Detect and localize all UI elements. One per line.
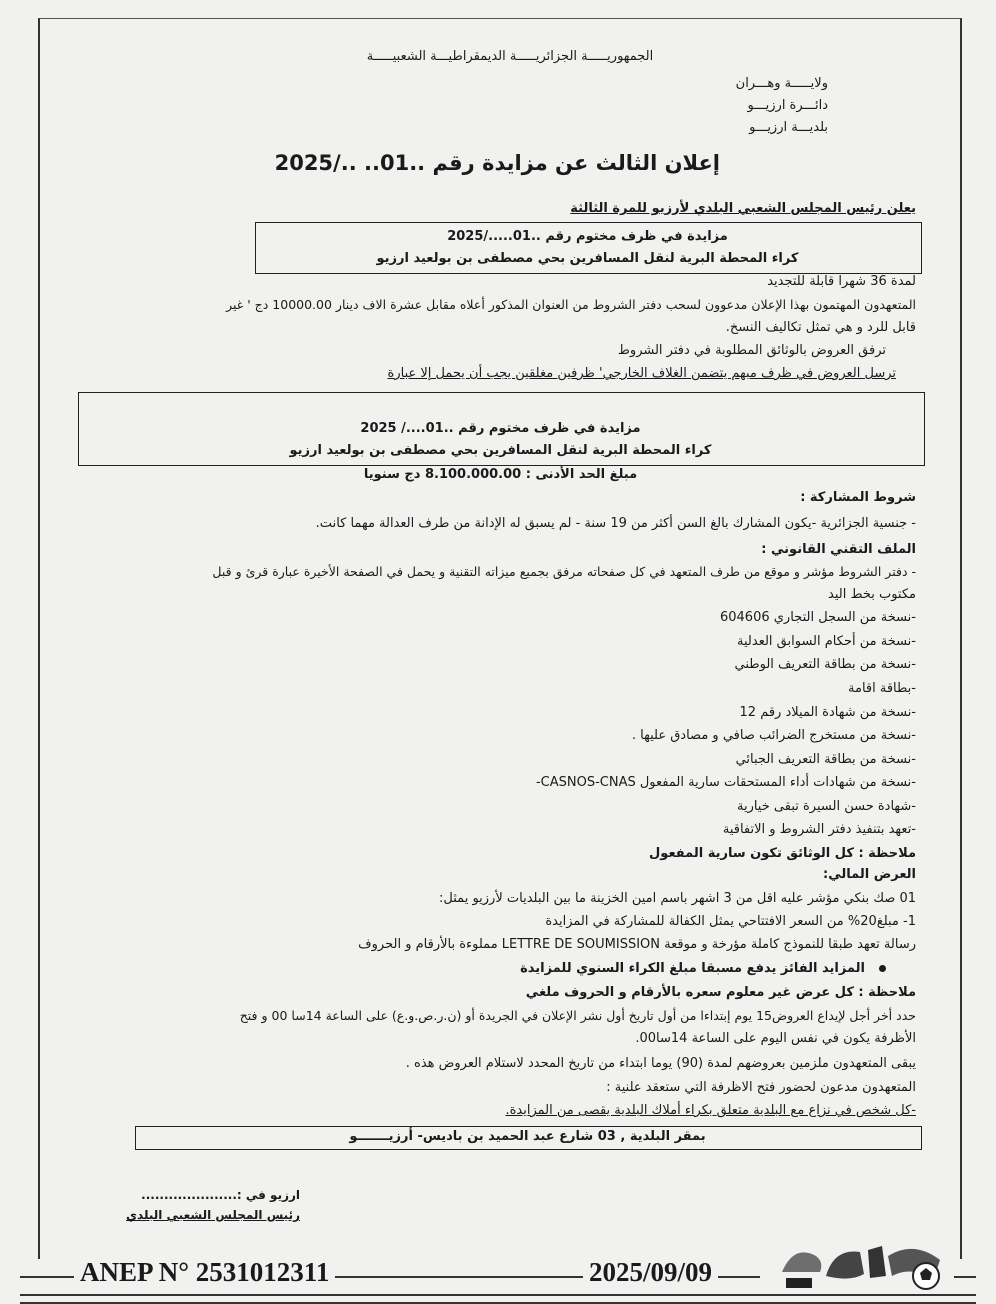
doc-item: -نسخة من السجل التجاري 604606 xyxy=(719,610,916,625)
box2-line2: كراء المحطة البرية لنقل المسافرين بحي مصطفى بن بولعيد ارزيو xyxy=(289,443,712,458)
doc-item: -نسخة من أحكام السوابق العدلية xyxy=(737,634,916,649)
doc-item: -نسخة من شهادة الميلاد رقم 12 xyxy=(739,705,916,720)
doc-item: -نسخة من مستخرج الضرائب صافي و مصادق عليها . xyxy=(631,728,916,743)
doc-item: -نسخة من بطاقة التعريف الوطني xyxy=(734,657,916,672)
financial-line2: 1- مبلغ20% من السعر الافتتاحي يمثل الكفالة للمشاركة في المزايدة xyxy=(545,914,916,929)
technical-heading: الملف التقني القانوني : xyxy=(761,542,916,557)
publication-date: 2025/09/09 xyxy=(583,1257,718,1288)
invite-text: المتعهدون مدعون لحضور فتح الاظرفة التي ستعقد علنية : xyxy=(606,1080,916,1095)
anep-number: ANEP N° 2531012311 xyxy=(74,1257,335,1288)
financial-line1: 01 صك بنكي مؤشر عليه اقل من 3 اشهر باسم امين الخزينة ما بين البلديات لأرزيو يمثل: xyxy=(439,891,916,906)
para1-line2: قابل للرد و هي تمثل تكاليف النسخ. xyxy=(725,320,916,335)
intro-text: يعلن رئيس المجلس الشعبي البلدي لأرزيو للمرة الثالثة xyxy=(570,201,916,216)
technical-line1: - دفتر الشروط مؤشر و موقع من طرف المتعهد في كل صفحاته مرفق بجميع ميزاته التقنية و يحمل في الصفحة الأخيرة عبارة قرئ و قبل xyxy=(212,564,916,579)
announcement-title: إعلان الثالث عن مزايدة رقم ..01.. ../2025 xyxy=(274,151,720,175)
commune-label: بلديـــة ارزيـــو xyxy=(749,120,828,135)
newspaper-logo-icon xyxy=(764,1226,954,1296)
financial-line3: رسالة تعهد طبقا للنموذج كاملة مؤرخة و موقعة LETTRE DE SOUMISSION مملوءة بالأرقام و الحروف xyxy=(358,937,916,952)
box2-line1: مزايدة في ظرف مختوم رقم ..01..../ 2025 xyxy=(360,421,641,436)
deadline-line1: حدد أخر أجل لإيداع العروض15 يوم إبتداءا من أول تاريخ أول نشر الإعلان في الجريدة أو (ن.ر.ص.و.ع) على الساعة 14سا 00 و فتح xyxy=(239,1008,916,1023)
address-text: بمقر البلدية , 03 شارع عبد الحميد بن باديس- أرزيـــــــو xyxy=(349,1129,706,1144)
validity-text: يبقى المتعهدون ملزمين بعروضهم لمدة (90) يوما ابتداء من تاريخ المحدد لاستلام العروض هذه . xyxy=(405,1056,916,1071)
duration-text: لمدة 36 شهرا قابلة للتجديد xyxy=(767,274,916,289)
doc-item: -نسخة من بطاقة التعريف الجبائي xyxy=(735,752,916,767)
participation-heading: شروط المشاركة : xyxy=(800,490,916,505)
signature-place: ارزيو في :..................... xyxy=(141,1188,300,1202)
participation-item: - جنسية الجزائرية -يكون المشارك بالغ السن أكثر من 19 سنة - لم يسبق له الإدانة من طرف العدالة مهما كانت. xyxy=(315,516,916,531)
technical-line2: مكتوب بخط اليد xyxy=(828,587,916,602)
deadline-line2: الأظرفة يكون في نفس اليوم على الساعة 14سا00. xyxy=(635,1031,916,1046)
attach-text: ترفق العروض بالوثائق المطلوبة في دفتر الشروط xyxy=(617,343,886,358)
wilaya-label: ولايـــــة وهـــران xyxy=(735,76,828,91)
bullet-icon xyxy=(879,965,886,972)
republic-header: الجمهوريـــــة الجزائريـــــة الديمقراطيـــة الشعبيـــــة xyxy=(366,49,654,64)
technical-note: ملاحظة : كل الوثائق تكون سارية المفعول xyxy=(649,846,916,861)
doc-item: -تعهد بتنفيذ دفتر الشروط و الاتفاقية xyxy=(722,822,916,837)
signature-title: رئيس المجلس الشعبي البلدي xyxy=(126,1208,300,1222)
send-text: ترسل العروض في ظرف مبهم يتضمن الغلاف الخارجي' ظرفين مغلقين يجب أن يحمل إلا عبارة xyxy=(387,366,896,381)
doc-item: -شهادة حسن السيرة تبقى خيارية xyxy=(736,799,916,814)
financial-bullet xyxy=(520,960,886,978)
financial-heading: العرض المالي: xyxy=(823,867,916,882)
para1-line1: المتعهدون المهتمون بهذا الإعلان مدعوون لسحب دفتر الشروط من العنوان المذكور أعلاه مقابل عشرة الاف دينار 10000.00 دج ' غير xyxy=(226,297,916,312)
doc-item: -بطاقة اقامة xyxy=(848,681,916,696)
dispute-text: -كل شخص في نزاع مع البلدية متعلق بكراء أملاك البلدية يقصى من المزايدة. xyxy=(505,1103,916,1118)
doc-item: -نسخة من شهادات أداء المستحقات سارية المفعول CASNOS-CNAS- xyxy=(535,775,916,790)
bottom-rule xyxy=(20,1294,976,1304)
min-amount: مبلغ الحد الأدنى : 8.100.000.00 دج سنويا xyxy=(363,467,638,482)
box1-line2: كراء المحطة البرية لنقل المسافرين بحي مصطفى بن بولعيد ارزيو xyxy=(376,251,799,266)
daira-label: دائـــرة ارزيـــو xyxy=(747,98,828,113)
financial-note: ملاحظة : كل عرض غير معلوم سعره بالأرقام و الحروف ملغي xyxy=(525,985,916,1000)
box1-line1: مزايدة في ظرف مختوم رقم ..01...../2025 xyxy=(447,229,728,244)
financial-bullet-text: المزايد الفائز يدفع مسبقا مبلغ الكراء السنوي للمزايدة xyxy=(520,961,865,976)
